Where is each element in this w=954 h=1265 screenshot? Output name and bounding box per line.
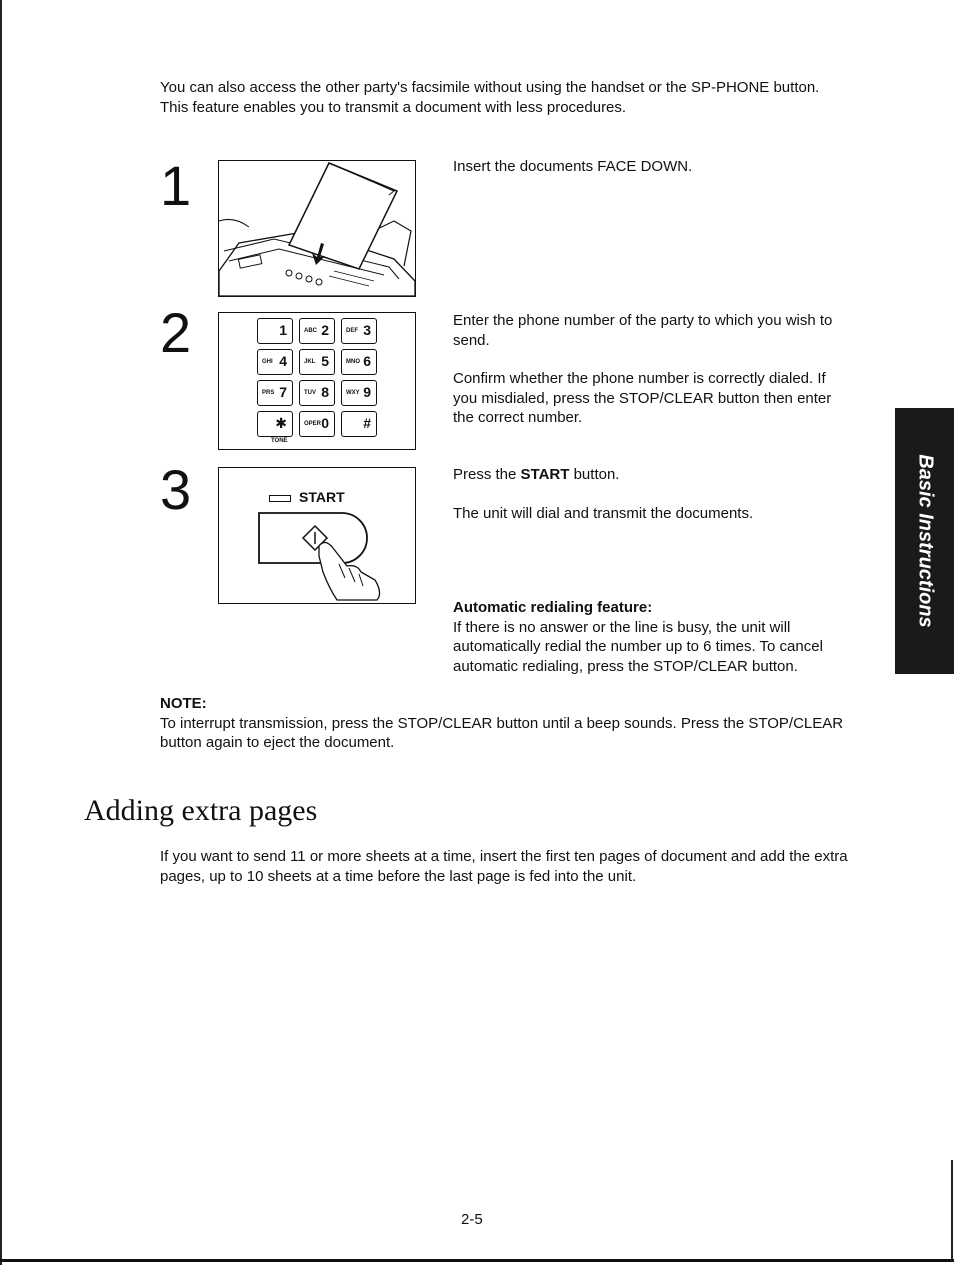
step-2-confirm: Confirm whether the phone number is correctly dialed. If you misdialed, press the STOP/CLEAR button then enter the correct number. xyxy=(453,370,832,426)
keypad-key xyxy=(299,318,335,344)
step-2-text xyxy=(453,311,853,428)
auto-redial-text: If there is no answer or the line is busy, the unit will automatically redial the number up to 6 times. To cancel automatic redialing, press the STOP/CLEAR button. xyxy=(453,618,823,675)
hand-press-icon xyxy=(257,508,387,603)
side-tab-label: Basic Instructions xyxy=(914,454,936,628)
keypad-key xyxy=(341,411,377,437)
step-1-instruction: Insert the documents FACE DOWN. xyxy=(453,158,693,175)
keypad-key-letters: PRS xyxy=(262,390,275,396)
keypad-key-digit: 5 xyxy=(321,353,329,369)
keypad-key xyxy=(257,349,293,375)
keypad-key-digit: 3 xyxy=(363,322,371,338)
keypad-key-digit: # xyxy=(363,415,371,431)
keypad-key-letters: GHI xyxy=(262,359,273,365)
keypad-key-letters: MNO xyxy=(346,359,360,365)
keypad-key xyxy=(341,380,377,406)
step-3-number: 3 xyxy=(160,458,192,521)
keypad-key-digit: 8 xyxy=(321,384,329,400)
side-tab xyxy=(895,408,954,674)
keypad-key-digit: 2 xyxy=(321,322,329,338)
keypad-key-letters: DEF xyxy=(346,328,358,334)
keypad-key-digit: 9 xyxy=(363,384,371,400)
keypad-key xyxy=(341,349,377,375)
page-right-rule xyxy=(951,1160,953,1260)
page-bottom-rule xyxy=(0,1259,954,1262)
page-number: 2-5 xyxy=(461,1211,483,1228)
keypad-key-letters: JKL xyxy=(304,359,316,365)
keypad-illustration xyxy=(218,312,416,450)
keypad-key xyxy=(257,380,293,406)
keypad-key xyxy=(257,411,293,437)
tone-label: TONE xyxy=(271,438,288,444)
step-3-start-bold: START xyxy=(520,466,570,483)
keypad-key xyxy=(299,349,335,375)
note-block xyxy=(160,694,880,753)
auto-redial-block xyxy=(453,598,853,676)
keypad-key-digit: ✱ xyxy=(275,415,287,431)
step-3-instruction xyxy=(453,465,853,485)
step-3-text xyxy=(453,465,853,523)
keypad-key-digit: 4 xyxy=(279,353,287,369)
keypad-key-letters: OPER xyxy=(304,421,322,427)
section-body: If you want to send 11 or more sheets at a time, insert the first ten pages of document and add the extra pages, up to 10 sheets at a time before the last page is fed into the unit. xyxy=(160,848,848,885)
fax-document-icon xyxy=(219,161,415,296)
keypad-key-digit: 6 xyxy=(363,353,371,369)
intro-paragraph xyxy=(160,78,860,118)
step-3-pre: Press the xyxy=(453,466,521,483)
start-label: START xyxy=(299,489,345,505)
start-indicator-icon xyxy=(269,495,291,502)
keypad-key xyxy=(299,380,335,406)
step-1-number: 1 xyxy=(160,154,192,217)
step-2-instruction: Enter the phone number of the party to which you wish to send. xyxy=(453,312,833,349)
keypad-key-digit: 1 xyxy=(279,322,287,338)
start-button-illustration xyxy=(218,467,416,604)
keypad-key-digit: 0 xyxy=(321,415,329,431)
fax-machine-illustration xyxy=(218,160,416,297)
page-left-rule xyxy=(0,0,2,1265)
keypad-key xyxy=(341,318,377,344)
step-3-result: The unit will dial and transmit the documents. xyxy=(453,504,754,522)
keypad-key-digit: 7 xyxy=(279,384,287,400)
auto-redial-heading: Automatic redialing feature: xyxy=(453,599,653,616)
keypad-key xyxy=(257,318,293,344)
keypad-key xyxy=(299,411,335,437)
note-heading: NOTE: xyxy=(160,695,207,712)
intro-line-1: You can also access the other party's facsimile without using the handset or the SP-PHONE button. xyxy=(160,79,820,96)
note-text: To interrupt transmission, press the STOP/CLEAR button until a beep sounds. Press the STOP/CLEAR button again to eject the document. xyxy=(160,714,844,751)
keypad-key-letters: TUV xyxy=(304,390,316,396)
step-1-text xyxy=(453,157,853,177)
keypad-key-letters: WXY xyxy=(346,390,360,396)
section-title: Adding extra pages xyxy=(84,794,318,827)
step-3-post: button. xyxy=(569,466,620,483)
intro-line-2: This feature enables you to transmit a document with less procedures. xyxy=(160,99,627,116)
keypad-key-letters: ABC xyxy=(304,328,317,334)
step-2-number: 2 xyxy=(160,301,192,364)
